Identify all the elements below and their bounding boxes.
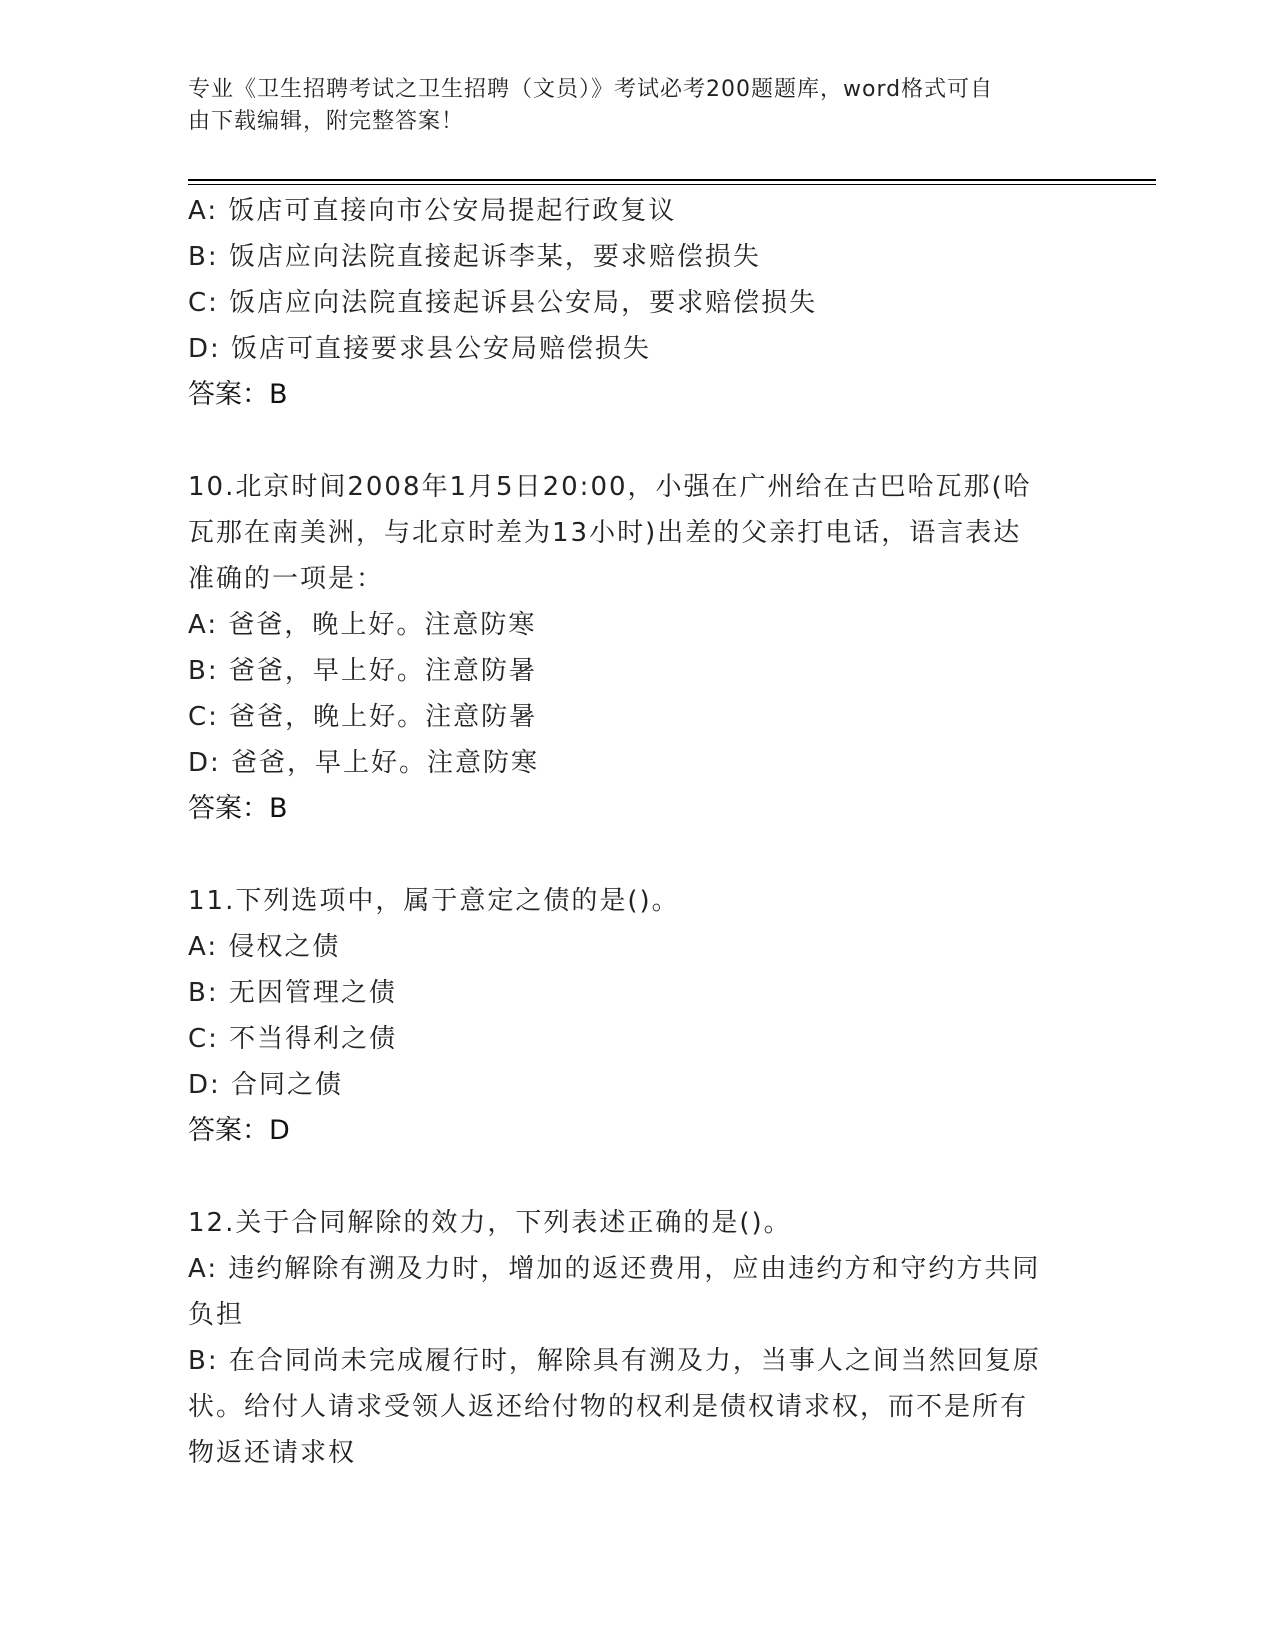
option-c: C: 爸爸，晚上好。注意防暑 [188,702,538,732]
question-10 [188,464,1088,832]
question-stem-line: 瓦那在南美洲，与北京时差为13小时)出差的父亲打电话，语言表达 [188,518,1022,548]
option-d: D: 合同之债 [188,1070,344,1100]
option-b-continued: 物返还请求权 [188,1438,357,1468]
question-11 [188,878,1088,1154]
question-12 [188,1200,1088,1476]
question-stem-line: 10.北京时间2008年1月5日20:00，小强在广州给在古巴哈瓦那(哈 [188,472,1032,502]
header-divider-thick [188,179,1156,181]
question-9 [188,188,1088,418]
answer-line: 答案：D [188,1115,290,1146]
answer-line: 答案：B [188,793,288,824]
option-d: D: 饭店可直接要求县公安局赔偿损失 [188,334,652,364]
spacer [188,418,1088,464]
option-b: B: 在合同尚未完成履行时，解除具有溯及力，当事人之间当然回复原 [188,1346,1041,1376]
answer-line: 答案：B [188,379,288,410]
option-c: C: 饭店应向法院直接起诉县公安局，要求赔偿损失 [188,288,818,318]
option-b: B: 饭店应向法院直接起诉李某，要求赔偿损失 [188,242,761,272]
option-b-continued: 状。给付人请求受领人返还给付物的权利是债权请求权，而不是所有 [188,1392,1029,1422]
option-a-continued: 负担 [188,1300,245,1330]
spacer [188,832,1088,878]
option-b: B: 无因管理之债 [188,978,397,1008]
question-stem-line: 准确的一项是： [188,564,385,594]
header-line-2: 由下载编辑，附完整答案！ [188,109,465,134]
option-c: C: 不当得利之债 [188,1024,398,1054]
question-stem-line: 11.下列选项中，属于意定之债的是()。 [188,886,680,916]
question-list [188,188,1088,1476]
question-stem-line: 12.关于合同解除的效力，下列表述正确的是()。 [188,1208,792,1238]
header-divider-thin [188,184,1156,185]
document-header [188,74,1068,138]
option-a: A: 侵权之债 [188,932,341,962]
spacer [188,1154,1088,1200]
option-a: A: 饭店可直接向市公安局提起行政复议 [188,196,677,226]
option-b: B: 爸爸，早上好。注意防暑 [188,656,537,686]
option-a: A: 违约解除有溯及力时，增加的返还费用，应由违约方和守约方共同 [188,1254,1041,1284]
option-a: A: 爸爸，晚上好。注意防寒 [188,610,537,640]
header-line-1: 专业《卫生招聘考试之卫生招聘（文员）》考试必考200题题库，word格式可自 [188,77,994,102]
option-d: D: 爸爸，早上好。注意防寒 [188,748,540,778]
